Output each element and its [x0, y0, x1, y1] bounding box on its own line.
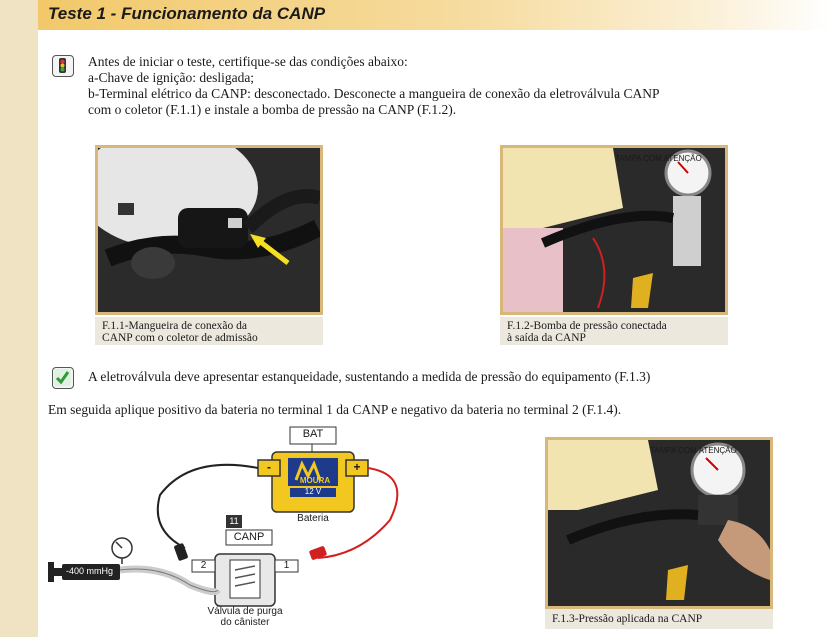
valve-label-line-1: Válvula de purga: [207, 606, 283, 617]
terminal-2-label: 2: [200, 560, 207, 571]
valve-label-line-2: do cânister: [220, 617, 270, 628]
battery-voltage: 12 V: [304, 487, 322, 496]
pressure-reading: -400 mmHg: [66, 566, 114, 576]
figure-2-caption-line-2: à saída da CANP: [507, 332, 586, 344]
page-title: Teste 1 - Funcionamento da CANP: [48, 4, 326, 23]
battery-label: Bateria: [297, 513, 329, 524]
canp-label: CANP: [233, 531, 265, 543]
intro-line-4: com o coletor (F.1.1) e instale a bomba de pressão na CANP (F.1.2).: [88, 102, 457, 117]
step-number-badge: 11: [229, 516, 239, 526]
photo-pressure-applied: [545, 437, 773, 609]
figure-1-caption-line-2: CANP com o coletor de admissão: [102, 332, 258, 344]
battery-brand: MOURA: [299, 476, 331, 485]
check-text: A eletroválvula deve apresentar estanqueidade, sustentando a medida de pressão do equipamento (F.1.3): [88, 369, 651, 384]
bat-label: BAT: [302, 428, 324, 440]
checkmark-icon: [52, 367, 74, 389]
intro-line-2: a-Chave de ignição: desligada;: [88, 70, 255, 85]
figure-1-caption-line-1: F.1.1-Mangueira de conexão da: [102, 320, 248, 332]
battery-minus-terminal: -: [267, 460, 271, 474]
battery-plus-terminal: +: [353, 460, 361, 474]
intro-line-1: Antes de iniciar o teste, certifique-se das condições abaixo:: [88, 54, 408, 69]
terminal-1-label: 1: [283, 560, 290, 571]
intro-line-3: b-Terminal elétrico da CANP: desconectado. Desconecte a mangueira de conexão da eletroválvula CANP: [88, 86, 660, 101]
left-margin-band: [0, 0, 38, 637]
figure-2-photo-label: TAMPA COM ATENÇÃO: [615, 154, 702, 163]
figure-3-caption: F.1.3-Pressão aplicada na CANP: [552, 613, 703, 625]
traffic-light-icon: [52, 55, 74, 77]
figure-2-caption-line-1: F.1.2-Bomba de pressão conectada: [507, 320, 667, 332]
wiring-diagram: [40, 420, 460, 635]
instruction-text: Em seguida aplique positivo da bateria no terminal 1 da CANP e negativo da bateria no terminal 2 (F.1.4).: [48, 402, 622, 417]
photo-pressure-pump: [500, 145, 728, 315]
figure-3-photo-label: TAMPA COM ATENÇÃO: [650, 446, 737, 455]
photo-hose-connection: [95, 145, 323, 315]
